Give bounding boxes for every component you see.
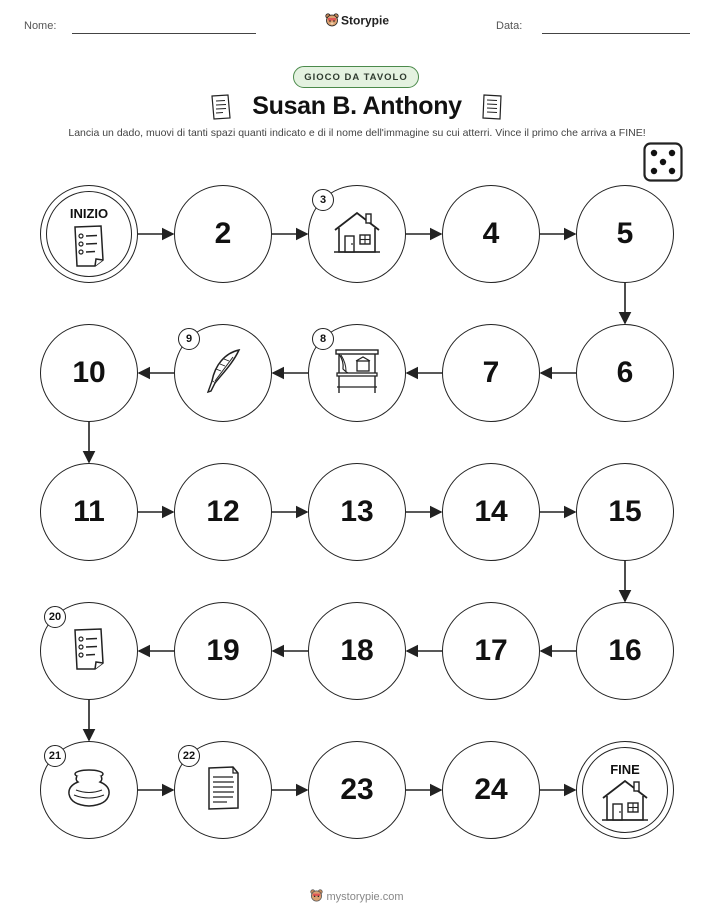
board-space-5 xyxy=(576,185,674,283)
space-number: 10 xyxy=(72,356,106,389)
date-label: Data: xyxy=(496,20,523,32)
space-number: 19 xyxy=(206,634,240,667)
clay-pot-icon xyxy=(66,768,112,813)
space-number: 11 xyxy=(73,495,105,528)
game-badge: GIOCO DA TAVOLO xyxy=(293,66,419,88)
board-space-18 xyxy=(308,602,406,700)
finish-space xyxy=(576,741,674,839)
house-icon xyxy=(332,210,382,259)
document-list-icon xyxy=(69,224,109,273)
space-number: 14 xyxy=(474,495,508,528)
footer xyxy=(0,889,714,905)
space-number: 15 xyxy=(608,495,642,528)
space-number: 2 xyxy=(214,217,232,250)
house-icon xyxy=(600,778,650,827)
board-space-6 xyxy=(576,324,674,422)
board-space-13 xyxy=(308,463,406,561)
quill-feather-icon xyxy=(203,347,243,400)
space-number-tag: 21 xyxy=(44,745,66,767)
space-number: 17 xyxy=(474,634,508,667)
space-number: 16 xyxy=(608,634,642,667)
window-desk-icon xyxy=(334,347,380,400)
space-number-tag: 9 xyxy=(178,328,200,350)
start-space xyxy=(40,185,138,283)
brand-name: Storypie xyxy=(340,13,389,28)
space-number: 18 xyxy=(340,634,374,667)
board-space-19 xyxy=(174,602,272,700)
space-number: 13 xyxy=(340,495,374,528)
document-list-icon xyxy=(69,627,109,676)
board-space-4 xyxy=(442,185,540,283)
space-number-tag: 3 xyxy=(312,189,334,211)
board-space-16 xyxy=(576,602,674,700)
name-label: Nome: xyxy=(24,20,57,32)
footer-url: mystorypie.com xyxy=(326,890,404,903)
board-space-15 xyxy=(576,463,674,561)
board-space-23 xyxy=(308,741,406,839)
page-title: Susan B. Anthony xyxy=(252,92,462,120)
start-label: INIZIO xyxy=(69,206,109,221)
bear-footer-icon xyxy=(310,889,323,905)
board-space-11 xyxy=(40,463,138,561)
space-number-tag: 8 xyxy=(312,328,334,350)
space-number: 7 xyxy=(482,356,500,389)
board-space-17 xyxy=(442,602,540,700)
board-space-2 xyxy=(174,185,272,283)
finish-label: FINE xyxy=(610,762,640,777)
paper-page-icon xyxy=(203,765,243,816)
space-number: 4 xyxy=(482,217,500,250)
space-number: 5 xyxy=(616,217,634,250)
space-number: 24 xyxy=(474,773,508,806)
space-number: 12 xyxy=(206,495,240,528)
space-number: 6 xyxy=(616,356,634,389)
space-number-tag: 20 xyxy=(44,606,66,628)
board-space-12 xyxy=(174,463,272,561)
space-number-tag: 22 xyxy=(178,745,200,767)
instructions: Lancia un dado, muovi di tanti spazi quanti indicato e di il nome dell'immagine su cui atterri. Vince il primo che arriva a FINE! xyxy=(68,127,646,139)
board-space-24 xyxy=(442,741,540,839)
board-space-7 xyxy=(442,324,540,422)
space-number: 23 xyxy=(340,773,374,806)
board-space-10 xyxy=(40,324,138,422)
board-space-14 xyxy=(442,463,540,561)
